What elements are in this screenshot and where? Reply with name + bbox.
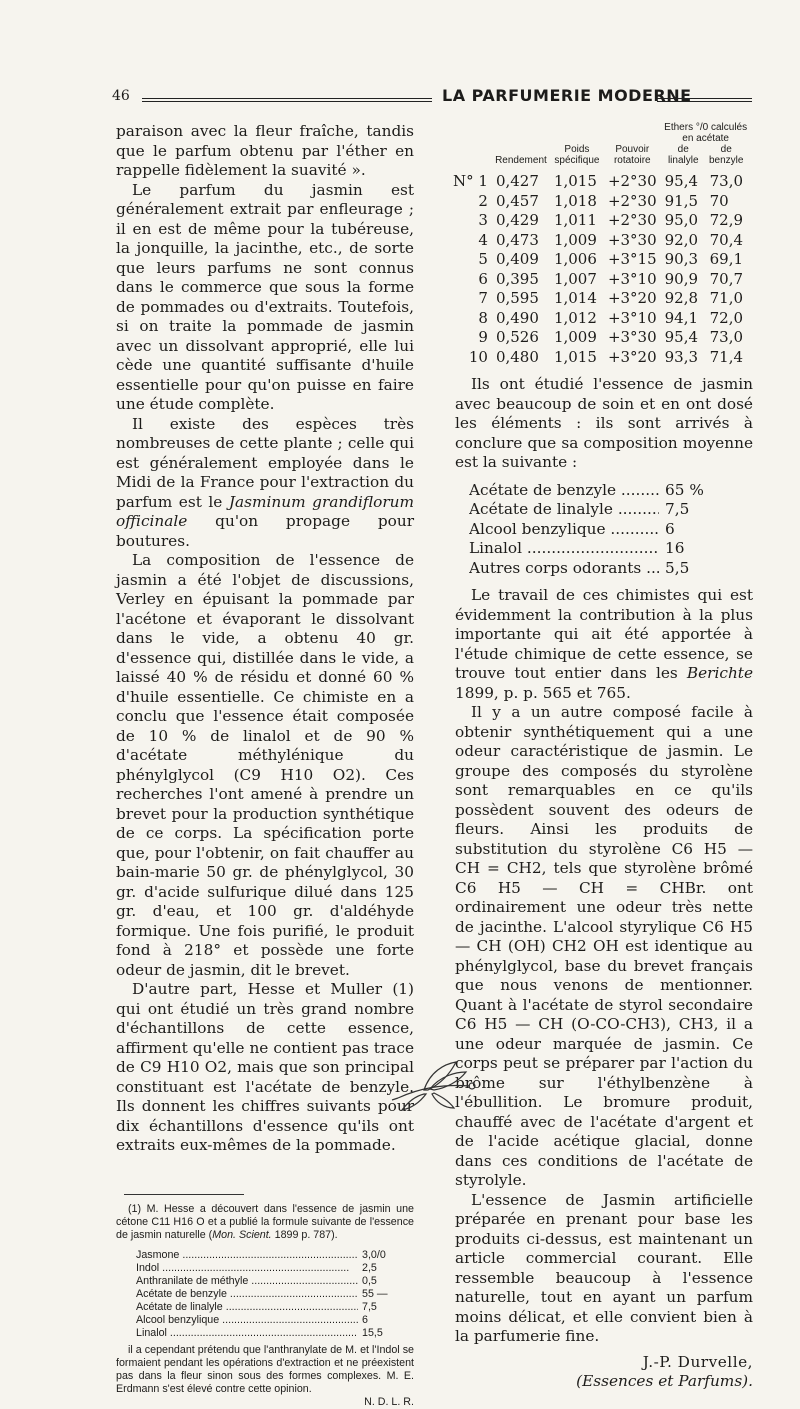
- benzyle-cell: 72,9: [709, 211, 744, 229]
- item-name: Acétate de benzyle .....: [136, 1288, 358, 1301]
- paragraph: La composition de l'essence de jasmin a été l'objet de discussions, Verley en épuisant la pommade par l'acétone et évaporant le dissolvant dans le vide, a obtenu 40 gr. d'essence qui, distillée dans le vide, a laissé 40 % de résidu et donné 60 % d'huile essentielle. Ce chimiste en a conclu que l'essence était composée de 10 % de linalol et de 90 % d'acétate méthylénique du phénylglycol (C9 H10 O2). Ces recherches l'ont amené à prendre un brevet pour la production synthétique de ce corps. La spécification porte que, pour l'obtenir, on fait chauffer au bain-marie 50 gr. de phénylglycol, 30 gr. d'acide sulfurique dilué dans 125 gr. d'eau, et 100 gr. d'aldéhyde formique. Une fois purifié, le produit fond à 218° et possède une forte odeur de jasmin, dit le brevet.: [116, 551, 414, 979]
- dragonfly-ornament-icon: [390, 1058, 480, 1114]
- poids-cell: 1,015: [553, 347, 597, 366]
- poids-cell: 1,009: [553, 328, 597, 346]
- row-label: 3: [478, 211, 488, 229]
- item-value: 65 %: [665, 480, 704, 499]
- item-value: 7,5: [665, 500, 690, 518]
- text-run: 1899 p. 787).: [271, 1228, 338, 1241]
- list-item: [136, 1314, 396, 1327]
- item-name: Autres corps odorants .....: [469, 559, 659, 579]
- footnote-signature: N. D. L. R.: [364, 1395, 414, 1408]
- text-run: (1) M. Hesse a découvert dans l'essence de jasmin une cétone C11 H16 O et a publié la formule suivante de l'essence de jasmin naturelle (: [116, 1202, 414, 1241]
- row-label: 5: [478, 250, 488, 268]
- column-header-pouvoir: Pouvoir rotatoire: [613, 144, 651, 166]
- item-name: Acétate de benzyle .....: [469, 481, 659, 501]
- list-item: [136, 1262, 396, 1275]
- text-run: Il existe des espèces très nombreuses de cette plante ; celle qui est généralement employée dans le Midi de la France pour l'extraction du parfum est le: [116, 414, 414, 511]
- table-row: [449, 250, 751, 270]
- column-header-benzyle: de benzyle: [709, 144, 744, 166]
- linalyle-cell: 94,1: [664, 308, 699, 327]
- list-item: [136, 1275, 396, 1288]
- journal-title: LA PARFUMERIE MODERNE: [442, 86, 692, 105]
- item-value: 6: [665, 519, 675, 538]
- list-item: [469, 559, 709, 579]
- column-header-poids: Poids spécifique: [554, 144, 600, 166]
- rendement-cell: 0,429: [495, 211, 539, 229]
- rendement-cell: 0,473: [495, 230, 539, 249]
- table-row: [449, 348, 751, 368]
- column-header-rendement: Rendement: [495, 155, 547, 166]
- text-run: 1899, p. p. 565 et 765.: [455, 683, 631, 702]
- page-number: 46: [112, 88, 130, 104]
- footnote-composition-list: [136, 1249, 396, 1340]
- left-column: [116, 122, 414, 1409]
- linalyle-cell: 90,3: [664, 250, 699, 268]
- item-value: 7,5: [362, 1300, 377, 1313]
- poids-cell: 1,009: [553, 230, 597, 249]
- page-header: [112, 86, 752, 110]
- table-body: [449, 172, 751, 367]
- benzyle-cell: 69,1: [709, 250, 744, 268]
- rendement-cell: 0,457: [495, 191, 539, 210]
- list-item: [469, 500, 709, 520]
- item-name: Acétate de linalyle .....: [136, 1301, 358, 1314]
- linalyle-cell: 91,5: [664, 191, 699, 210]
- citation: Mon. Scient.: [212, 1228, 272, 1241]
- item-value: 5,5: [665, 558, 690, 577]
- pouvoir-cell: +3°15: [607, 250, 657, 268]
- benzyle-cell: 70,7: [709, 269, 744, 288]
- pouvoir-cell: +3°20: [607, 289, 657, 307]
- paragraph: [455, 586, 753, 703]
- item-name: Linalol .....: [136, 1327, 358, 1340]
- list-item: [136, 1301, 396, 1314]
- benzyle-cell: 70: [709, 191, 729, 210]
- paragraph: Ils ont étudié l'essence de jasmin avec beaucoup de soin et en ont dosé les éléments : ils sont arrivés à conclure que sa composition moyenne est la suivante :: [455, 375, 753, 471]
- paragraph: [116, 415, 414, 552]
- table-row: [449, 172, 751, 192]
- poids-cell: 1,011: [553, 211, 597, 229]
- table-row: [449, 270, 751, 290]
- item-name: Indol .....: [136, 1262, 358, 1275]
- pouvoir-cell: +2°30: [607, 191, 657, 210]
- linalyle-cell: 92,0: [664, 230, 699, 249]
- item-name: Alcool benzylique .....: [469, 520, 659, 540]
- benzyle-cell: 73,0: [709, 172, 744, 190]
- item-value: 3,0/0: [362, 1248, 386, 1261]
- item-value: 2,5: [362, 1261, 377, 1274]
- species-name: Jasminum grandiflorum officinale: [116, 492, 414, 530]
- row-label: 7: [478, 289, 488, 307]
- text-run: qu'on propage pour boutures.: [116, 512, 414, 550]
- header-rule-right: [657, 98, 752, 102]
- linalyle-cell: 95,4: [664, 328, 699, 346]
- paragraph: D'autre part, Hesse et Muller (1) qui ont étudié un très grand nombre d'échantillons de cette essence, affirment qu'elle ne contient pas trace de C9 H10 O2, mais que son principal constituant est l'acétate de benzyle. Ils donnent les chiffres suivants pour dix échantillons d'essence qu'ils ont extraits eux-mêmes de la pommade.: [116, 980, 414, 1154]
- table-row: [449, 328, 751, 348]
- benzyle-cell: 71,4: [709, 347, 744, 366]
- footnote-divider: [124, 1194, 244, 1195]
- header-rule-left: [142, 98, 432, 102]
- item-name: Linalol .....: [469, 539, 659, 559]
- pouvoir-cell: +2°30: [607, 172, 657, 190]
- linalyle-cell: 95,4: [664, 172, 699, 190]
- row-label: N° 1: [453, 172, 488, 190]
- item-name: Anthranilate de méthyle .....: [136, 1275, 358, 1288]
- text-run: Le travail de ces chimistes qui est évidemment la contribution à la plus importante qui ait été apportée à l'étude chimique de cette essence, se trouve tout entier dans les: [455, 586, 753, 682]
- footnote-intro: [116, 1203, 414, 1242]
- paragraph: L'essence de Jasmin artificielle préparée en prenant pour base les produits ci-dessus, est maintenant un article commercial courant. Elle ressemble beaucoup à l'essence naturelle, tout en ayant un parfum moins délicat, et elle convient bien à la parfumerie fine.: [455, 1190, 753, 1345]
- list-item: [469, 520, 709, 540]
- row-label-header: [449, 122, 492, 172]
- benzyle-cell: 70,4: [709, 230, 744, 249]
- footnote: [116, 1203, 414, 1409]
- row-label: 9: [478, 328, 488, 346]
- rendement-cell: 0,395: [495, 269, 539, 288]
- column-header-ethers: [661, 122, 751, 172]
- list-item: [136, 1288, 396, 1301]
- list-item: [136, 1249, 396, 1262]
- item-value: 15,5: [362, 1326, 383, 1339]
- column-header-linalyle: de linalyle: [667, 144, 699, 166]
- poids-cell: 1,006: [553, 250, 597, 268]
- item-value: 16: [665, 539, 685, 557]
- linalyle-cell: 90,9: [664, 269, 699, 288]
- author-signature: J.-P. Durvelle,: [642, 1352, 753, 1371]
- item-value: 0,5: [362, 1274, 377, 1287]
- ethers-label: Ethers °/0 calculés en acétate: [664, 122, 748, 144]
- benzyle-cell: 72,0: [709, 308, 744, 327]
- row-label: 2: [478, 191, 488, 210]
- pouvoir-cell: +3°10: [607, 269, 657, 288]
- row-label: 10: [468, 347, 488, 366]
- linalyle-cell: 95,0: [664, 211, 699, 229]
- rendement-cell: 0,480: [495, 347, 539, 366]
- row-label: 4: [478, 230, 488, 249]
- linalyle-cell: 93,3: [664, 347, 699, 366]
- pouvoir-cell: +3°20: [607, 347, 657, 366]
- poids-cell: 1,015: [553, 172, 597, 190]
- pouvoir-cell: +3°10: [607, 308, 657, 327]
- list-item: [469, 481, 709, 501]
- table-row: [449, 309, 751, 329]
- poids-cell: 1,014: [553, 289, 597, 307]
- source-citation: (Essences et Parfums).: [576, 1372, 753, 1390]
- poids-cell: 1,018: [553, 191, 597, 210]
- rendement-cell: 0,526: [495, 328, 539, 346]
- table-row: [449, 211, 751, 231]
- table-row: [449, 192, 751, 212]
- list-item: [469, 539, 709, 559]
- paragraph: paraison avec la fleur fraîche, tandis que le parfum obtenu par l'éther en rappelle fidèlement la suavité ».: [116, 122, 414, 179]
- item-name: Alcool benzylique .....: [136, 1314, 358, 1327]
- table-row: [449, 231, 751, 251]
- ethers-subheaders: [663, 144, 749, 166]
- pouvoir-cell: +3°30: [607, 328, 657, 346]
- citation: Berichte: [686, 664, 753, 682]
- benzyle-cell: 73,0: [709, 328, 744, 346]
- rendement-cell: 0,490: [495, 308, 539, 327]
- pouvoir-cell: +3°30: [607, 230, 657, 249]
- linalyle-cell: 92,8: [664, 289, 699, 307]
- item-value: 55 —: [362, 1287, 388, 1300]
- rendement-cell: 0,427: [495, 172, 539, 190]
- paragraph: Le parfum du jasmin est généralement extrait par enfleurage ; il en est de même pour la tubéreuse, la jonquille, la jacinthe, etc., de sorte que leurs parfums ne sont connus dans le commerce que sous la forme de pommades ou d'extraits. Toutefois, si on traite la pommade de jasmin avec un dissolvant approprié, elle lui cède une quantité suffisante d'huile essentielle pour qu'on puisse en faire une étude complète.: [116, 180, 414, 413]
- row-label: 6: [478, 269, 488, 288]
- table-header-row: [449, 122, 751, 172]
- pouvoir-cell: +2°30: [607, 211, 657, 229]
- composition-list: [469, 481, 709, 579]
- row-label: 8: [478, 308, 488, 327]
- poids-cell: 1,007: [553, 269, 597, 288]
- poids-cell: 1,012: [553, 308, 597, 327]
- item-name: Acétate de linalyle .....: [469, 500, 659, 520]
- benzyle-cell: 71,0: [709, 289, 744, 307]
- item-value: 6: [362, 1313, 368, 1326]
- rendement-cell: 0,595: [495, 289, 539, 307]
- rendement-cell: 0,409: [495, 250, 539, 268]
- footnote-closing: il a cependant prétendu que l'anthranylate de M. et l'Indol se formaient pendant les opérations d'extraction et ne préexistent pas dans la fleur sinon sous des formes complexes. M. E. Erdmann s'est élevé contre cette opinion.: [116, 1343, 414, 1395]
- item-name: Jasmone .....: [136, 1249, 358, 1262]
- list-item: [136, 1327, 396, 1340]
- paragraph: Il y a un autre composé facile à obtenir synthétiquement qui a une odeur caractéristique de jasmin. Le groupe des composés du styrolène sont remarquables en ce qu'ils possèdent souvent des odeurs de fleurs. Ainsi les produits de substitution du styrolène C6 H5 — CH = CH2, tels que styrolène brômé C6 H5 — CH = CHBr. ont ordinairement une odeur très nette de jacinthe. L'alcool styrylique C6 H5— CH (OH) CH2 OH est identique au phénylglycol, base du brevet français que nous venons de mentionner. Quant à l'acétate de styrol secondaire C6 H5 — CH (O-CO-CH3), CH3, il a une odeur marquée de jasmin. Ce corps peut se préparer par l'action du brôme sur l'éthylbenzène à l'ébullition. Le bromure produit, chauffé avec de l'acétate d'argent et de l'acide acétique glacial, donne dans ces conditions de l'acétate de styrolyle.: [455, 703, 753, 1189]
- analysis-table: [449, 122, 751, 367]
- table-row: [449, 289, 751, 309]
- right-column: [455, 122, 753, 1392]
